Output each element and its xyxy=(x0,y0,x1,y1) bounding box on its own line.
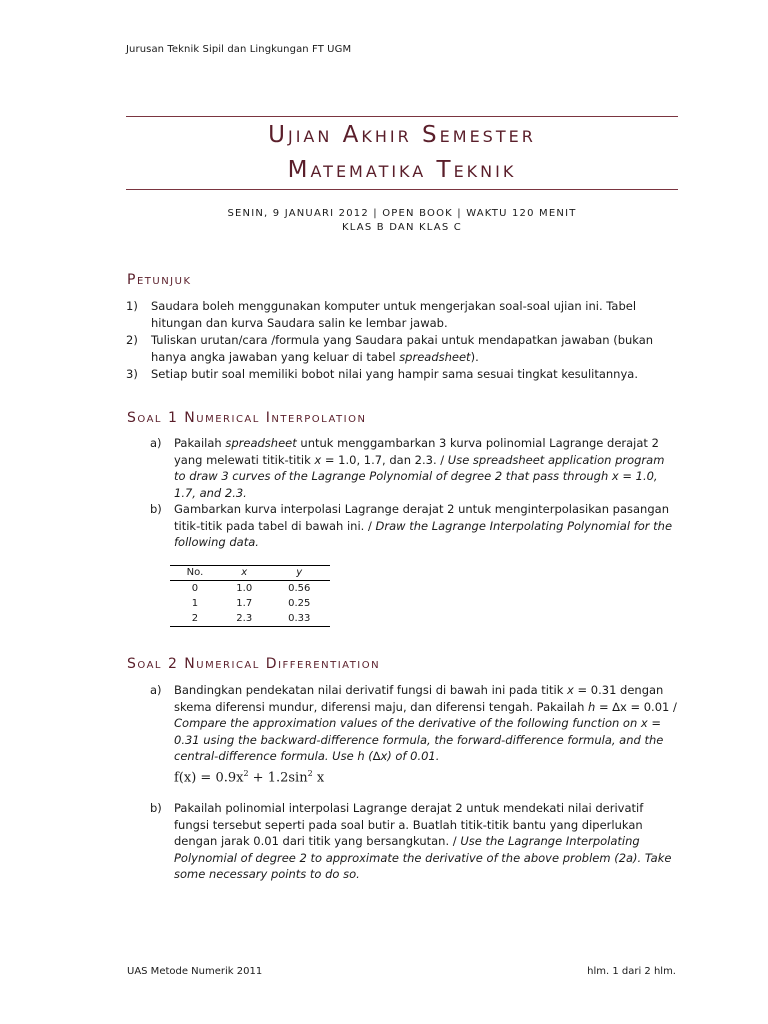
question-item xyxy=(150,682,678,765)
question-item xyxy=(150,800,678,883)
list-text: ). xyxy=(470,350,479,364)
list-number: 3) xyxy=(126,367,138,381)
question-item xyxy=(150,501,678,551)
table-cell: 1 xyxy=(191,598,199,609)
table-row xyxy=(170,611,330,627)
soal1-questions xyxy=(150,435,678,551)
table-cell: 2 xyxy=(170,611,220,627)
list-text: Saudara boleh menggunakan komputer untuk mengerjakan soal-soal ujian ini. Tabel hitungan dan kurva Saudara salin ke lembar jawab. xyxy=(151,299,637,330)
table-cell: 0.33 xyxy=(269,611,330,627)
exam-title: Ujian Akhir Semester xyxy=(268,122,536,148)
course-title: Matematika Teknik xyxy=(287,157,517,183)
footer-page-number: hlm. 1 dari 2 hlm. xyxy=(587,966,676,977)
list-text: Setiap butir soal memiliki bobot nilai yang hampir sama sesuai tingkat kesulitannya. xyxy=(151,367,638,381)
question-number: a) xyxy=(150,436,162,450)
question-text-english: Compare the approximation values of the derivative of the following function on x = 0.31 using the backward-difference formula, the forward-difference formula, and the central-difference formula. Use h (∆x) of 0.01. xyxy=(174,716,664,763)
formula-part: f(x) = 0.9x xyxy=(174,770,244,786)
title-bottom-rule xyxy=(126,189,678,190)
list-item xyxy=(126,332,666,366)
table-cell: 0.25 xyxy=(288,598,311,609)
list-number: 1) xyxy=(126,299,138,313)
question-text: untuk menggambarkan 3 kurva polinomial Lagrange derajat 2 yang melewati titik-titik xyxy=(174,436,659,467)
column-header-x: x xyxy=(220,566,269,581)
table-header-row xyxy=(170,566,330,581)
exam-info-line: SENIN, 9 JANUARI 2012 | OPEN BOOK | WAKTU 120 MENIT xyxy=(227,208,577,219)
question-number: a) xyxy=(150,683,162,697)
column-header-no: No. xyxy=(170,566,220,581)
title-top-rule xyxy=(126,116,678,117)
table-cell: 1.0 xyxy=(236,583,253,594)
list-item xyxy=(126,366,666,383)
question-text: = 0.31 dengan skema diferensi mundur, diferensi maju, dan diferensi tengah. Pakailah xyxy=(174,683,664,714)
table-row xyxy=(170,596,330,611)
petunjuk-heading: Petunjuk xyxy=(127,272,192,288)
question-text-english: Use spreadsheet application program to draw 3 curves of the Lagrange Polynomial of degree 2 that pass through x = 1.0, 1.7, and 2.3. xyxy=(174,452,665,500)
column-header-y: y xyxy=(269,566,330,581)
institution-header: Jurusan Teknik Sipil dan Lingkungan FT UGM xyxy=(126,44,352,55)
function-formula xyxy=(174,769,324,785)
question-text: Pakailah polinomial interpolasi Lagrange derajat 2 untuk mendekati nilai derivatif fungsi tersebut seperti pada soal butir a. Buatlah titik-titik bantu yang diperlukan dengan jarak 0.01 dari titik yang bersangkutan. / xyxy=(174,801,644,848)
petunjuk-list xyxy=(126,298,666,383)
footer-course: UAS Metode Numerik 2011 xyxy=(127,966,263,977)
table-cell: 2.3 xyxy=(220,611,269,627)
table-cell: 0 xyxy=(191,583,199,594)
list-item xyxy=(126,298,666,332)
list-number: 2) xyxy=(126,333,138,347)
list-text: Tuliskan urutan/cara /formula yang Saudara pakai untuk mendapatkan jawaban (bukan hanya angka jawaban yang keluar di tabel xyxy=(151,333,654,364)
question-text: = 1.0, 1.7, dan 2.3. / xyxy=(321,452,448,467)
question-number: b) xyxy=(150,801,162,815)
question-number: b) xyxy=(150,502,162,516)
soal2-question-a xyxy=(150,682,678,765)
exam-class-line: KLAS B DAN KLAS C xyxy=(342,222,462,233)
question-text-english: Draw the Lagrange Interpolating Polynomial for the following data. xyxy=(174,518,673,549)
question-text: Bandingkan pendekatan nilai derivatif fungsi di bawah ini pada titik xyxy=(174,683,568,697)
table-cell: 1.7 xyxy=(236,598,253,609)
question-text-italic: h xyxy=(588,699,596,714)
formula-exponent: 2 xyxy=(307,769,313,778)
question-text-italic: x xyxy=(567,683,574,697)
question-text-italic: spreadsheet xyxy=(225,436,297,450)
question-text: Gambarkan kurva interpolasi Lagrange derajat 2 untuk menginterpolasikan pasangan titik-titik pada tabel di bawah ini. / xyxy=(174,502,669,533)
question-text-italic: x xyxy=(314,452,322,467)
interpolation-data-table xyxy=(170,565,330,627)
question-item xyxy=(150,435,678,501)
soal2-heading: Soal 2 Numerical Differentiation xyxy=(127,656,381,672)
question-text: Pakailah xyxy=(174,436,226,450)
formula-exponent: 2 xyxy=(243,769,249,778)
soal2-question-b xyxy=(150,800,678,883)
question-text: = ∆x = 0.01 / xyxy=(595,699,677,714)
list-text-italic: spreadsheet xyxy=(399,350,471,364)
table-cell: 0.56 xyxy=(288,583,311,594)
formula-part: + 1.2sin xyxy=(248,770,308,786)
formula-part: x xyxy=(312,770,325,786)
question-text-english: Use the Lagrange Interpolating Polynomial of degree 2 to approximate the derivative of the above problem (2a). Take some necessary points to do so. xyxy=(174,834,672,881)
soal1-heading: Soal 1 Numerical Interpolation xyxy=(127,410,367,426)
table-row xyxy=(170,581,330,597)
